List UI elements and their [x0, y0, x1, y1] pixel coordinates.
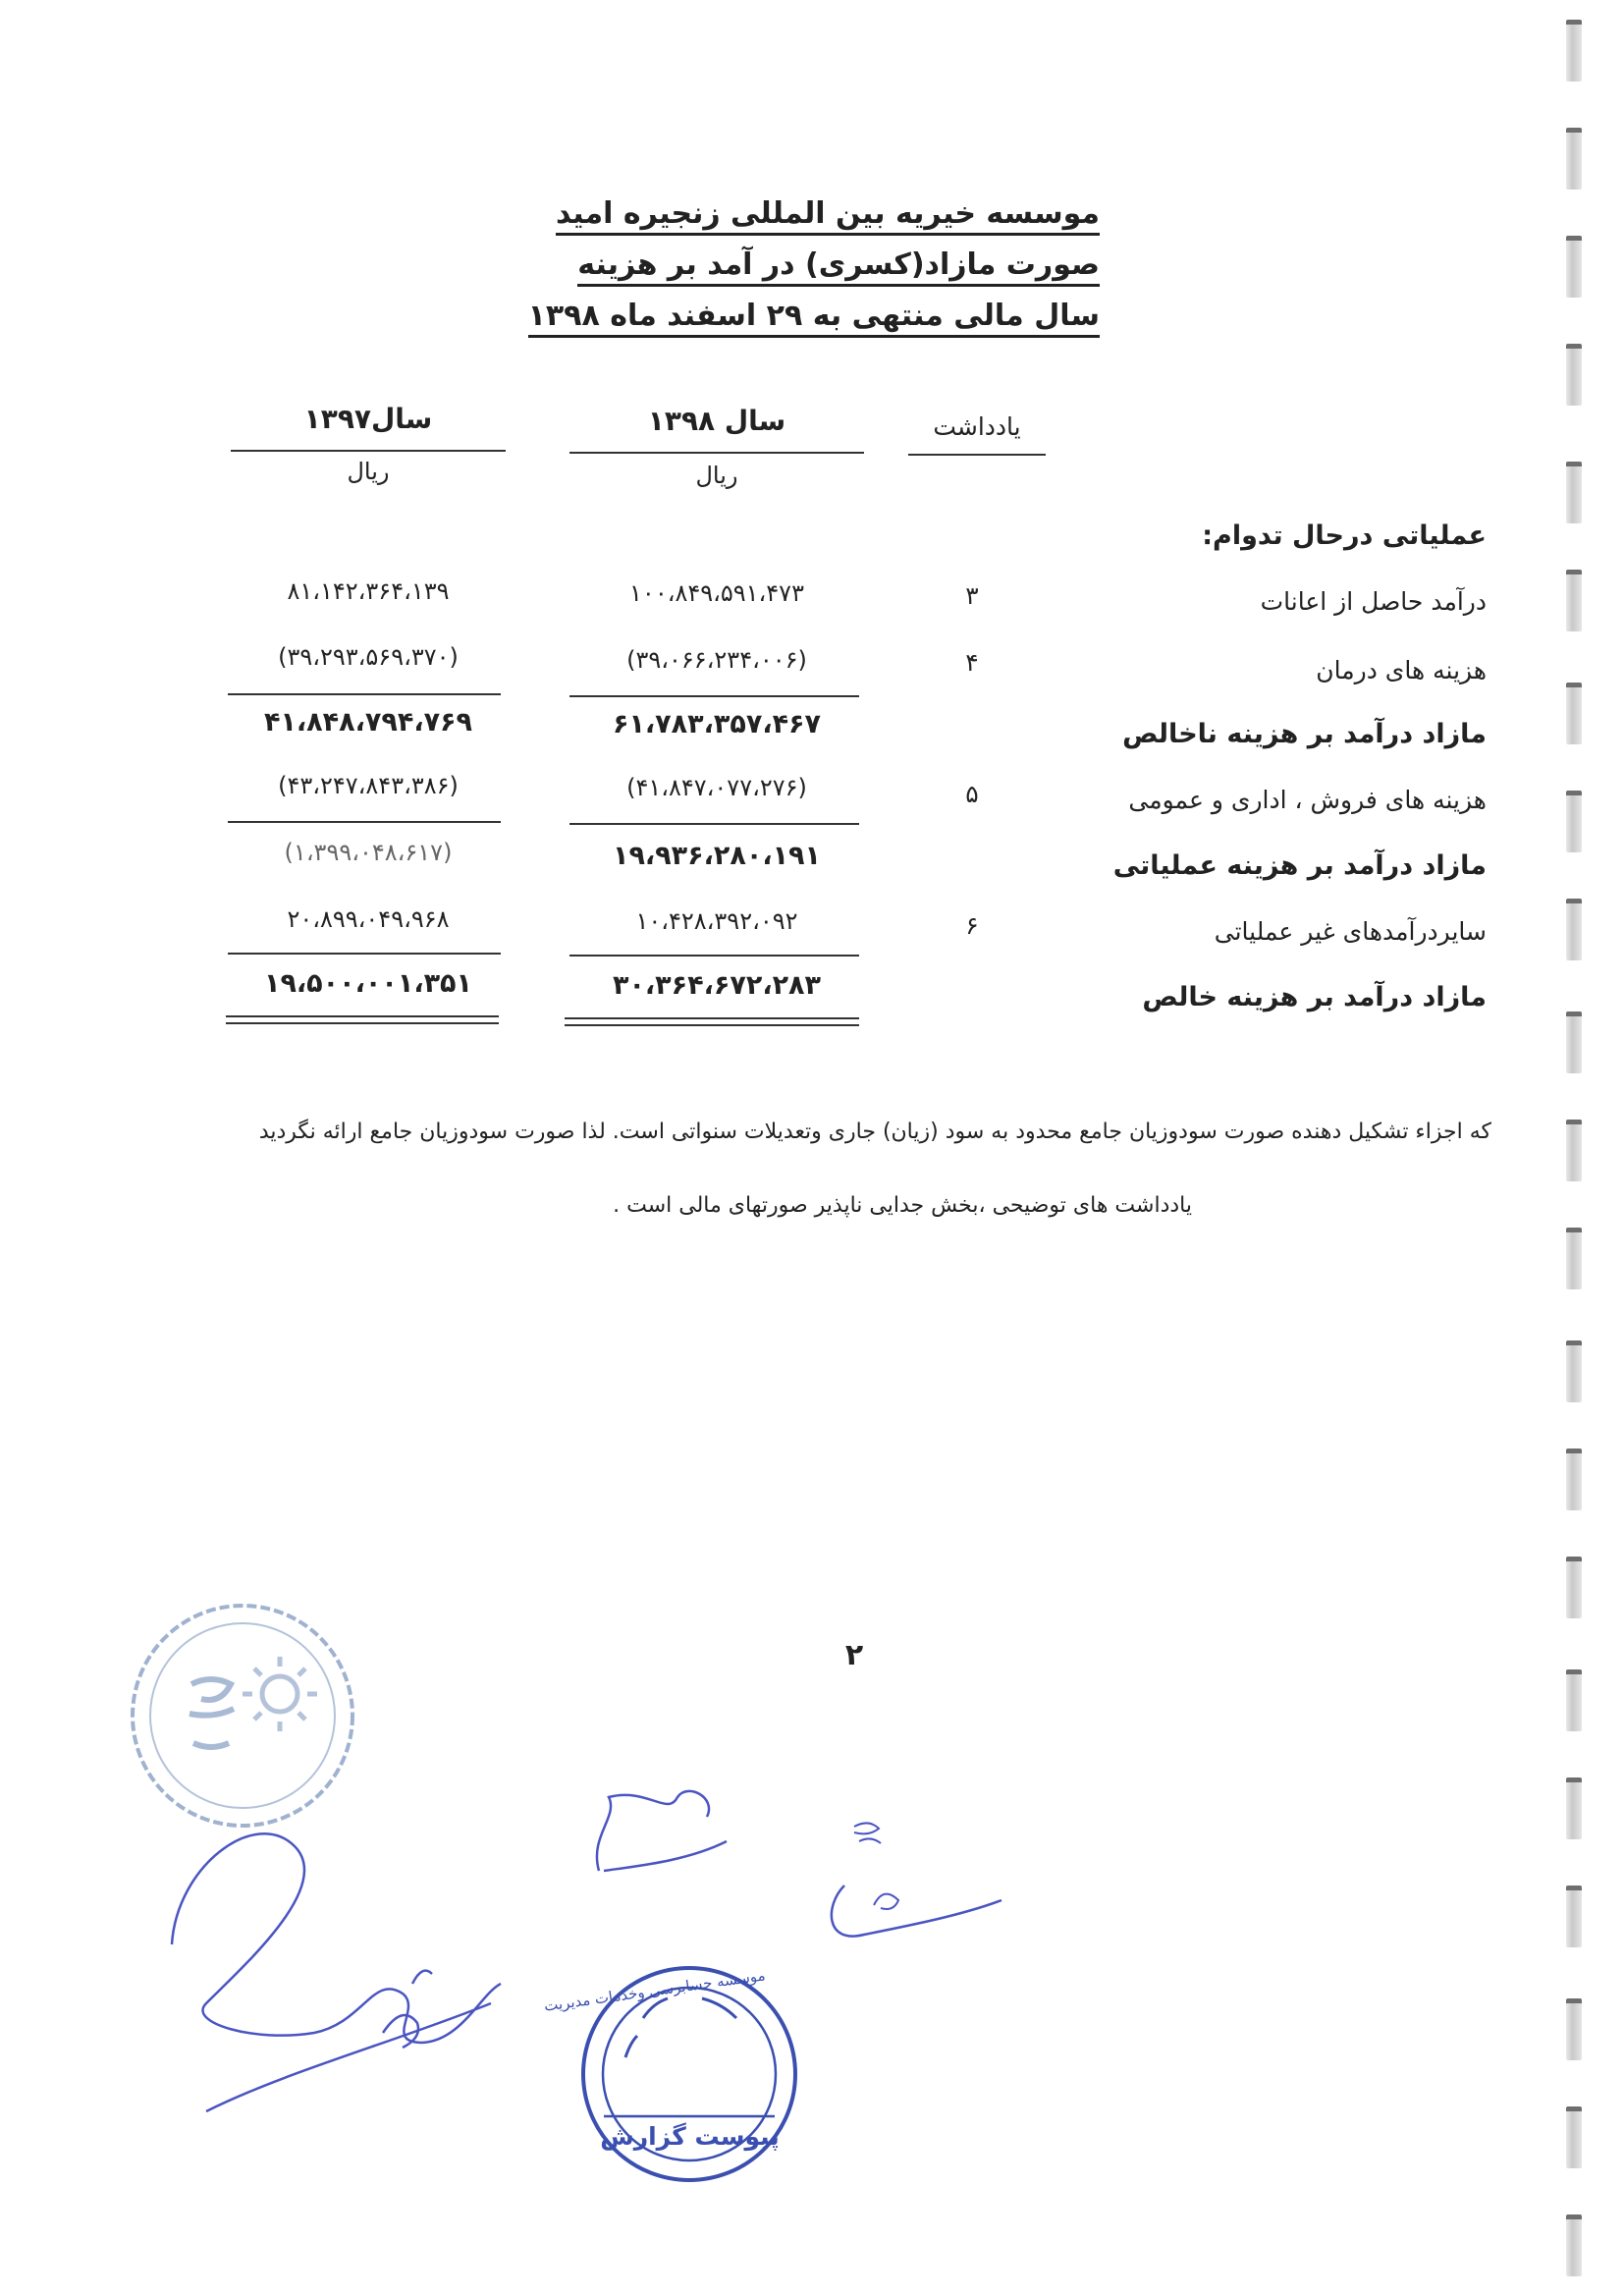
signature-right-icon	[825, 1807, 1011, 1964]
binding-hole	[1566, 791, 1582, 852]
row-prior-value: ۴۱،۸۴۸،۷۹۴،۷۶۹	[263, 707, 473, 738]
row-label-other-income: سایردرآمدهای غیر عملیاتی	[1214, 917, 1487, 946]
binding-hole	[1566, 128, 1582, 190]
binding-hole	[1566, 2106, 1582, 2168]
row-label-donation-income: درآمد حاصل از اعانات	[1260, 587, 1487, 616]
binding-hole	[1566, 1011, 1582, 1073]
statement-title: صورت مازاد(کسری) در آمد بر هزینه	[589, 247, 1100, 282]
subtotal-rule	[228, 693, 501, 695]
binding-hole	[1566, 1886, 1582, 1947]
footnote-notes-integral: یادداشت های توضیحی ،بخش جدایی ناپذیر صورتهای مالی است .	[613, 1193, 1192, 1218]
row-note: ۳	[965, 581, 979, 610]
row-current-value: ۱۰،۴۲۸،۳۹۲،۰۹۲	[635, 907, 798, 935]
binding-hole	[1566, 1120, 1582, 1181]
row-note: ۶	[965, 911, 979, 940]
row-prior-value: (۴۳،۲۴۷،۸۴۳،۳۸۶)	[278, 772, 459, 799]
row-current-value: ۱۹،۹۳۶،۲۸۰،۱۹۱	[612, 841, 822, 871]
row-note: ۴	[965, 648, 979, 677]
subtotal-rule	[228, 953, 501, 955]
stamp-ring-text: موسسه حسابرسی وخدمات مدیریت	[542, 1966, 767, 2015]
row-current-value: (۳۹،۰۶۶،۲۳۴،۰۰۶)	[626, 646, 807, 674]
binding-hole	[1566, 683, 1582, 744]
row-current-value: (۴۱،۸۴۷،۰۷۷،۲۷۶)	[626, 774, 807, 801]
binding-hole	[1566, 1228, 1582, 1289]
binding-hole	[1566, 236, 1582, 298]
subtotal-rule	[569, 823, 859, 825]
prior-year-unit: ریال	[347, 458, 390, 485]
row-prior-value: (۳۹،۲۹۳،۵۶۹،۳۷۰)	[278, 643, 459, 671]
row-label-medical-expenses: هزینه های درمان	[1316, 656, 1487, 684]
row-label-net-surplus: مازاد درآمد بر هزینه خالص	[1142, 982, 1487, 1012]
binding-hole	[1566, 1998, 1582, 2060]
binding-hole	[1566, 570, 1582, 631]
current-year-unit: ریال	[695, 462, 738, 489]
prior-year-rule	[231, 450, 506, 452]
binding-hole	[1566, 20, 1582, 82]
fiscal-period: سال مالی منتهی به ۲۹ اسفند ماه ۱۳۹۸	[589, 299, 1100, 333]
row-prior-value: ۸۱،۱۴۲،۳۶۴،۱۳۹	[287, 577, 450, 605]
row-label-admin-expenses: هزینه های فروش ، اداری و عمومی	[1128, 786, 1487, 814]
binding-hole	[1566, 899, 1582, 960]
current-year-header: سال ۱۳۹۸	[647, 405, 786, 437]
prior-year-header: سال۱۳۹۷	[303, 403, 433, 435]
row-label-gross-surplus: مازاد درآمد بر هزینه ناخالص	[1122, 719, 1487, 749]
current-year-rule	[569, 452, 864, 454]
binding-hole	[1566, 1449, 1582, 1510]
page-number: ۲	[844, 1638, 864, 1672]
subtotal-rule	[228, 821, 501, 823]
stamp-label: پیوست گزارش	[600, 2122, 780, 2151]
row-prior-value: ۲۰،۸۹۹،۰۴۹،۹۶۸	[287, 905, 450, 933]
binding-hole	[1566, 1669, 1582, 1731]
row-label-operating-surplus: مازاد درآمد بر هزینه عملیاتی	[1112, 850, 1487, 881]
row-current-value: ۶۱،۷۸۳،۳۵۷،۴۶۷	[612, 709, 822, 739]
row-prior-value: (۱،۳۹۹،۰۴۸،۶۱۷)	[284, 839, 453, 866]
binding-hole	[1566, 344, 1582, 406]
binding-hole	[1566, 1557, 1582, 1618]
row-prior-value: ۱۹،۵۰۰،۰۰۱،۳۵۱	[263, 968, 473, 999]
total-double-rule	[226, 1015, 499, 1024]
total-double-rule	[565, 1017, 859, 1026]
row-current-value: ۱۰۰،۸۴۹،۵۹۱،۴۷۳	[629, 579, 804, 607]
subtotal-rule	[569, 955, 859, 957]
auditor-stamp	[542, 1959, 805, 2190]
note-header-rule	[908, 454, 1046, 456]
row-note: ۵	[965, 780, 979, 808]
binding-hole	[1566, 1777, 1582, 1839]
footnote-comprehensive-income: که اجزاء تشکیل دهنده صورت سودوزیان جامع محدود به سود (زیان) جاری وتعدیلات سنواتی است. لذا صورت سودوزیان جامع ارائه نگردید	[258, 1120, 1491, 1144]
section-heading: عملیاتی درحال تدوام:	[1202, 520, 1487, 551]
note-column-header: یادداشت	[933, 412, 1021, 441]
signature-middle-icon	[589, 1777, 736, 1886]
organization-title: موسسه خیریه بین المللی زنجیره امید	[589, 196, 1100, 231]
row-current-value: ۳۰،۳۶۴،۶۷۲،۲۸۳	[612, 970, 822, 1001]
signature-left-icon	[167, 1748, 540, 2141]
binding-hole	[1566, 462, 1582, 523]
binding-hole	[1566, 1340, 1582, 1402]
binding-hole	[1566, 2214, 1582, 2276]
subtotal-rule	[569, 695, 859, 697]
